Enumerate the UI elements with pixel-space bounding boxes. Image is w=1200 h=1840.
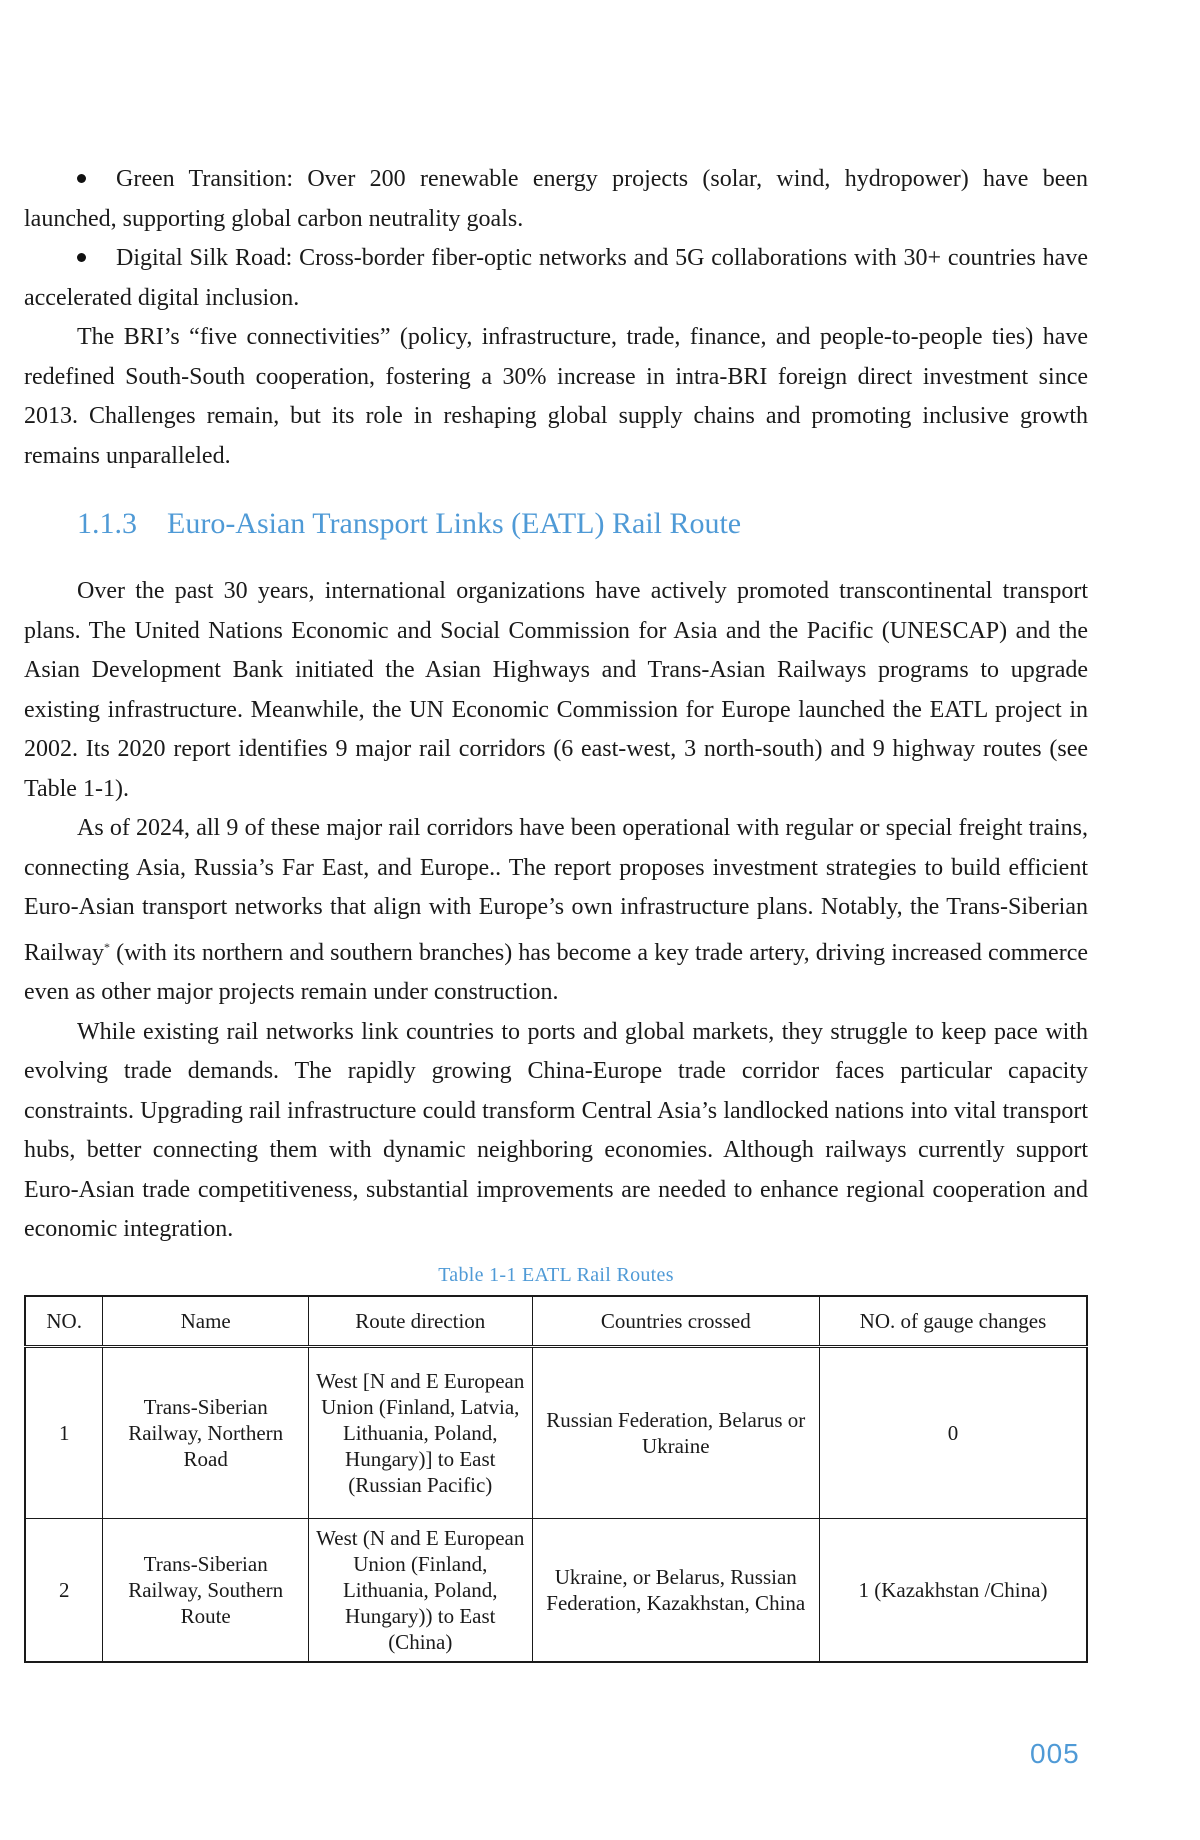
paragraph-text: As of 2024, all 9 of these major rail corridors have been operational with regular or special freight trains, connecting Asia, Russia’s Far East, and Europe.. The report proposes investment strategies to build efficient Euro-Asian transport networks that align with Europe’s own infrastructure plans. Notably, the Trans-Siberian Railway (24, 815, 1088, 966)
section-heading (24, 504, 1088, 544)
table-row (25, 1346, 1087, 1518)
bullet-dot-icon (77, 174, 86, 183)
section-title: Euro-Asian Transport Links (EATL) Rail Route (167, 507, 742, 540)
eatl-rail-routes-table (24, 1295, 1088, 1664)
cell-gauge: 0 (819, 1346, 1087, 1518)
cell-name: Trans-Siberian Railway, Southern Route (103, 1518, 309, 1662)
header-countries-crossed: Countries crossed (532, 1296, 819, 1347)
bullet-green-transition (24, 160, 1088, 239)
header-name: Name (103, 1296, 309, 1347)
bullet-text: Digital Silk Road: Cross-border fiber-optic networks and 5G collaborations with 30+ countries have accelerated digital inclusion. (24, 245, 1088, 311)
table-caption: Table 1-1 EATL Rail Routes (438, 1263, 674, 1286)
header-gauge-changes: NO. of gauge changes (819, 1296, 1087, 1347)
bullet-dot-icon (77, 253, 86, 262)
bullet-text: Green Transition: Over 200 renewable energy projects (solar, wind, hydropower) have been launched, supporting global carbon neutrality goals. (24, 166, 1088, 232)
cell-no: 1 (25, 1346, 103, 1518)
page-number: 005 (1030, 1738, 1080, 1769)
footnote-marker: * (103, 939, 110, 954)
paragraph-eatl-status (24, 809, 1088, 1013)
section-number: 1.1.3 (77, 507, 137, 540)
paragraph-rail-capacity: While existing rail networks link countries to ports and global markets, they struggle to keep pace with evolving trade demands. The rapidly growing China-Europe trade corridor faces particular capacity constraints. Upgrading rail infrastructure could transform Central Asia’s landlocked nations into vital transport hubs, better connecting them with dynamic neighboring economies. Although railways currently support Euro-Asian trade competitiveness, substantial improvements are needed to enhance regional cooperation and economic integration. (24, 1018, 1088, 1242)
paragraph-eatl-intro: Over the past 30 years, international organizations have actively promoted transcontinental transport plans. The United Nations Economic and Social Commission for Asia and the Pacific (UNESCAP) and the Asian Development Bank initiated the Asian Highways and Trans-Asian Railways programs to upgrade existing infrastructure. Meanwhile, the UN Economic Commission for Europe launched the EATL project in 2002. Its 2020 report identifies 9 major rail corridors (6 east-west, 3 north-south) and 9 highway routes (see Table 1-1). (24, 578, 1088, 802)
cell-no: 2 (25, 1518, 103, 1662)
bullet-digital-silk-road (24, 239, 1088, 318)
paragraph-text: (with its northern and southern branches) has become a key trade artery, driving increased commerce even as other major projects remain under construction. (24, 939, 1088, 1005)
header-no: NO. (25, 1296, 103, 1347)
cell-gauge: 1 (Kazakhstan /China) (819, 1518, 1087, 1662)
page-content (24, 160, 1088, 1663)
header-route-direction: Route direction (308, 1296, 532, 1347)
cell-name: Trans-Siberian Railway, Northern Road (103, 1346, 309, 1518)
cell-route: West [N and E European Union (Finland, Latvia, Lithuania, Poland, Hungary)] to East (Russian Pacific) (308, 1346, 532, 1518)
table-row (25, 1518, 1087, 1662)
table-header-row (25, 1296, 1087, 1347)
cell-countries: Russian Federation, Belarus or Ukraine (532, 1346, 819, 1518)
cell-countries: Ukraine, or Belarus, Russian Federation, Kazakhstan, China (532, 1518, 819, 1662)
cell-route: West (N and E European Union (Finland, Lithuania, Poland, Hungary)) to East (China) (308, 1518, 532, 1662)
intro-paragraph: The BRI’s “five connectivities” (policy, infrastructure, trade, finance, and people-to-people ties) have redefined South-South cooperation, fostering a 30% increase in intra-BRI foreign direct investment since 2013. Challenges remain, but its role in reshaping global supply chains and promoting inclusive growth remains unparalleled. (24, 324, 1088, 469)
